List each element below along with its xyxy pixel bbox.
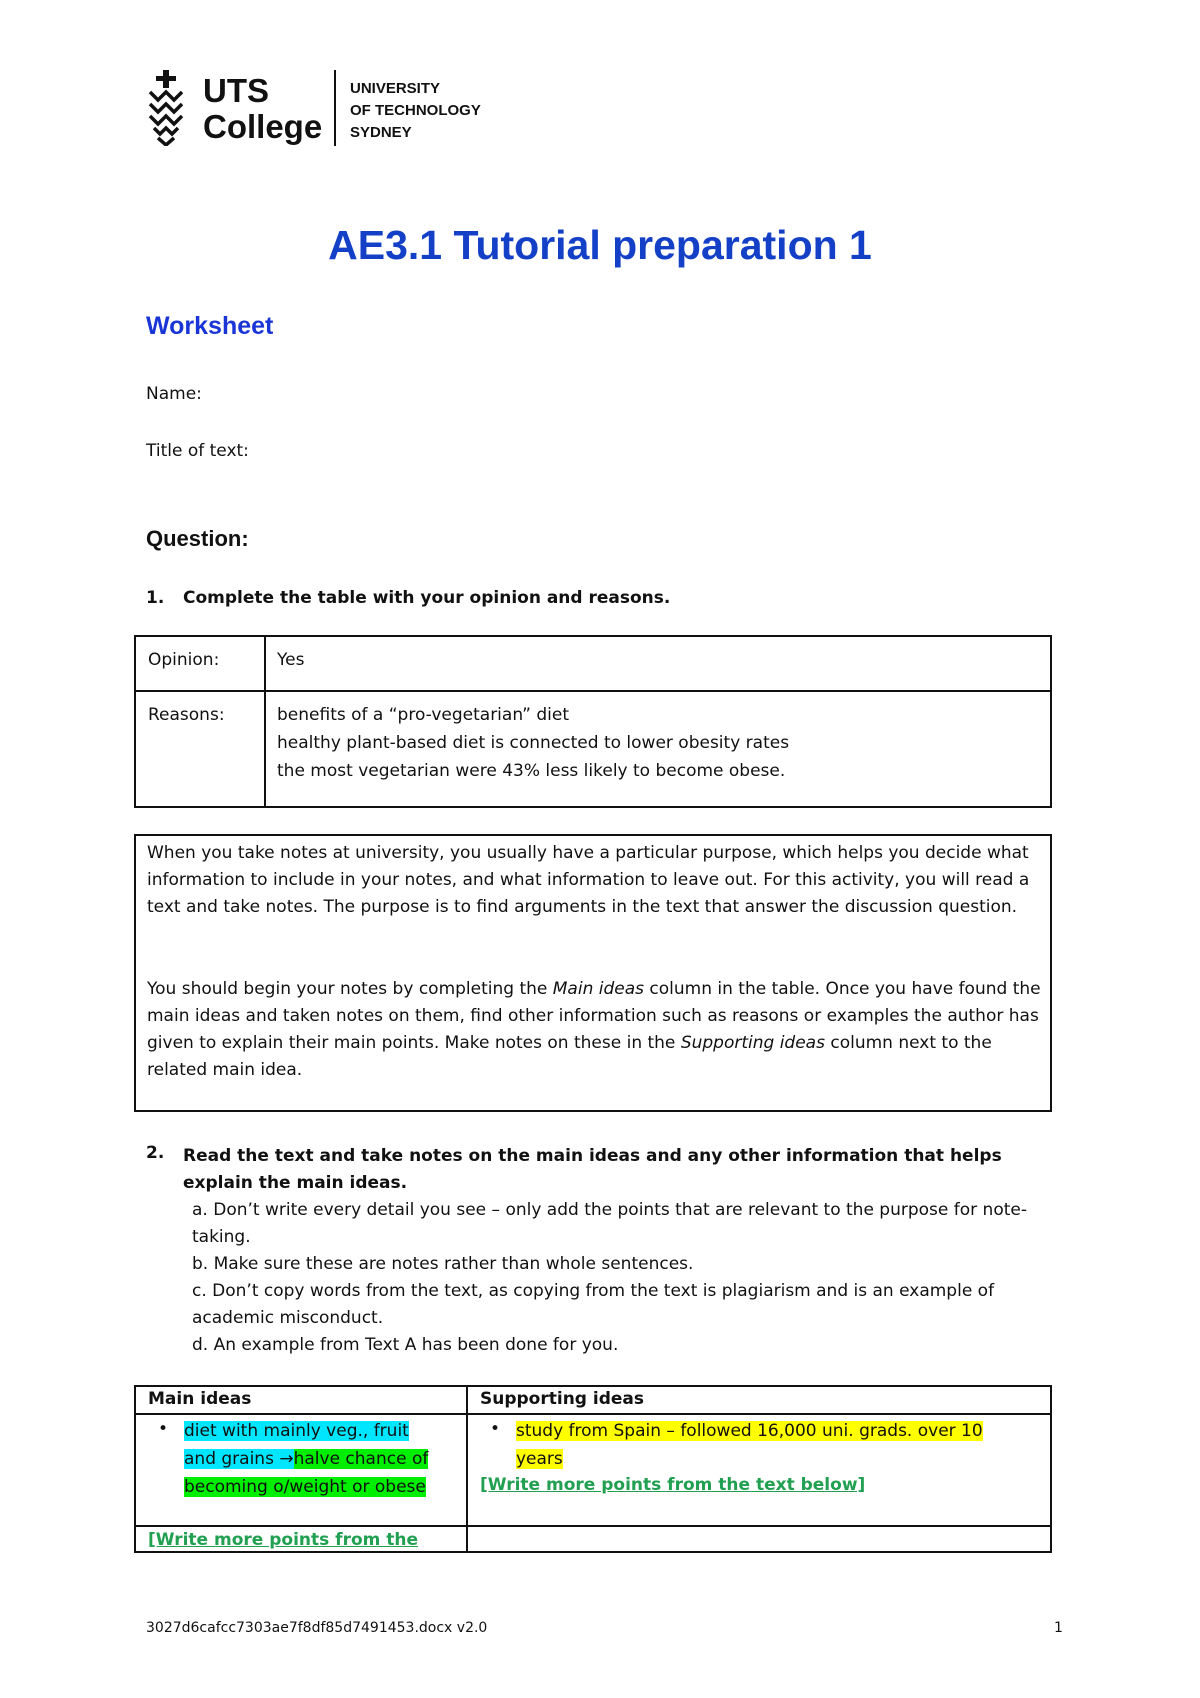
- opinion-table-divider: [264, 637, 266, 806]
- reason-line: healthy plant-based diet is connected to lower obesity rates: [277, 733, 790, 753]
- main-idea-line: becoming o/weight or obese: [184, 1477, 426, 1497]
- supporting-ideas-header: Supporting ideas: [480, 1389, 645, 1409]
- supporting-idea-line: years: [516, 1449, 563, 1469]
- q1-number: 1.: [146, 588, 165, 608]
- name-field-label: Name:: [146, 384, 202, 404]
- question-heading: Question:: [146, 526, 249, 551]
- document-title: AE3.1 Tutorial preparation 1: [328, 222, 872, 268]
- opinion-row: [136, 637, 1050, 692]
- reason-line: the most vegetarian were 43% less likely to become obese.: [277, 761, 786, 781]
- supporting-idea-line: study from Spain – followed 16,000 uni. grads. over 10: [516, 1421, 983, 1441]
- logo-divider: [334, 70, 336, 146]
- q1-text: Complete the table with your opinion and reasons.: [183, 588, 671, 608]
- page-number: 1: [1054, 1620, 1063, 1636]
- instructions-paragraph-2: You should begin your notes by completing the Main ideas column in the table. Once you have found the main ideas and taken notes on them, find other information such as reasons or examples the author has given to explain their main points. Make notes on these in the Supporting ideas column next to the related main idea.: [147, 979, 1041, 1080]
- footer-doc-id: 3027d6cafcc7303ae7f8df85d7491453.docx v2.0: [146, 1620, 488, 1636]
- notes-table-row-line: [136, 1525, 1050, 1527]
- title-field-label: Title of text:: [146, 441, 249, 461]
- main-ideas-header: Main ideas: [148, 1389, 252, 1409]
- q2-number: 2.: [146, 1143, 165, 1163]
- q2-item-b: b. Make sure these are notes rather than whole sentences.: [192, 1254, 694, 1274]
- support-bullet-icon: •: [490, 1419, 501, 1439]
- logo-university-name: UNIVERSITY OF TECHNOLOGY SYDNEY: [350, 80, 481, 141]
- instructions-box: [134, 834, 1052, 1112]
- logo-college-text: College: [203, 108, 323, 145]
- main-idea-line: and grains →halve chance of: [184, 1449, 429, 1469]
- reason-line: benefits of a “pro-vegetarian” diet: [277, 705, 570, 725]
- support-write-more-prompt: [Write more points from the text below]: [480, 1475, 866, 1495]
- instructions-paragraph-1: When you take notes at university, you usually have a particular purpose, which helps you decide what information to include in your notes, and what information to leave out. For this activity, you will read a text and take notes. The purpose is to find arguments in the text that answer the discussion question.: [147, 843, 1030, 917]
- q2-item-a: a. Don’t write every detail you see – only add the points that are relevant to the purpose for note-taking.: [192, 1200, 1027, 1247]
- reasons-label: Reasons:: [148, 705, 225, 725]
- q2-item-d: d. An example from Text A has been done for you.: [192, 1335, 619, 1355]
- main-bullet-icon: •: [158, 1419, 169, 1439]
- opinion-table: [134, 635, 1052, 808]
- q2-text: Read the text and take notes on the main ideas and any other information that helps explain the main ideas.: [183, 1146, 1002, 1193]
- q2-item-c: c. Don’t copy words from the text, as copying from the text is plagiarism and is an example of academic misconduct.: [192, 1281, 995, 1328]
- main-write-more-prompt: [Write more points from the: [148, 1530, 419, 1550]
- logo-uts-text: UTS: [203, 72, 269, 109]
- worksheet-heading: Worksheet: [146, 312, 274, 340]
- notes-table: [134, 1385, 1052, 1553]
- uts-logo-icon: [148, 70, 184, 146]
- opinion-value: Yes: [277, 650, 305, 670]
- opinion-label: Opinion:: [148, 650, 220, 670]
- main-idea-line: diet with mainly veg., fruit: [184, 1421, 409, 1441]
